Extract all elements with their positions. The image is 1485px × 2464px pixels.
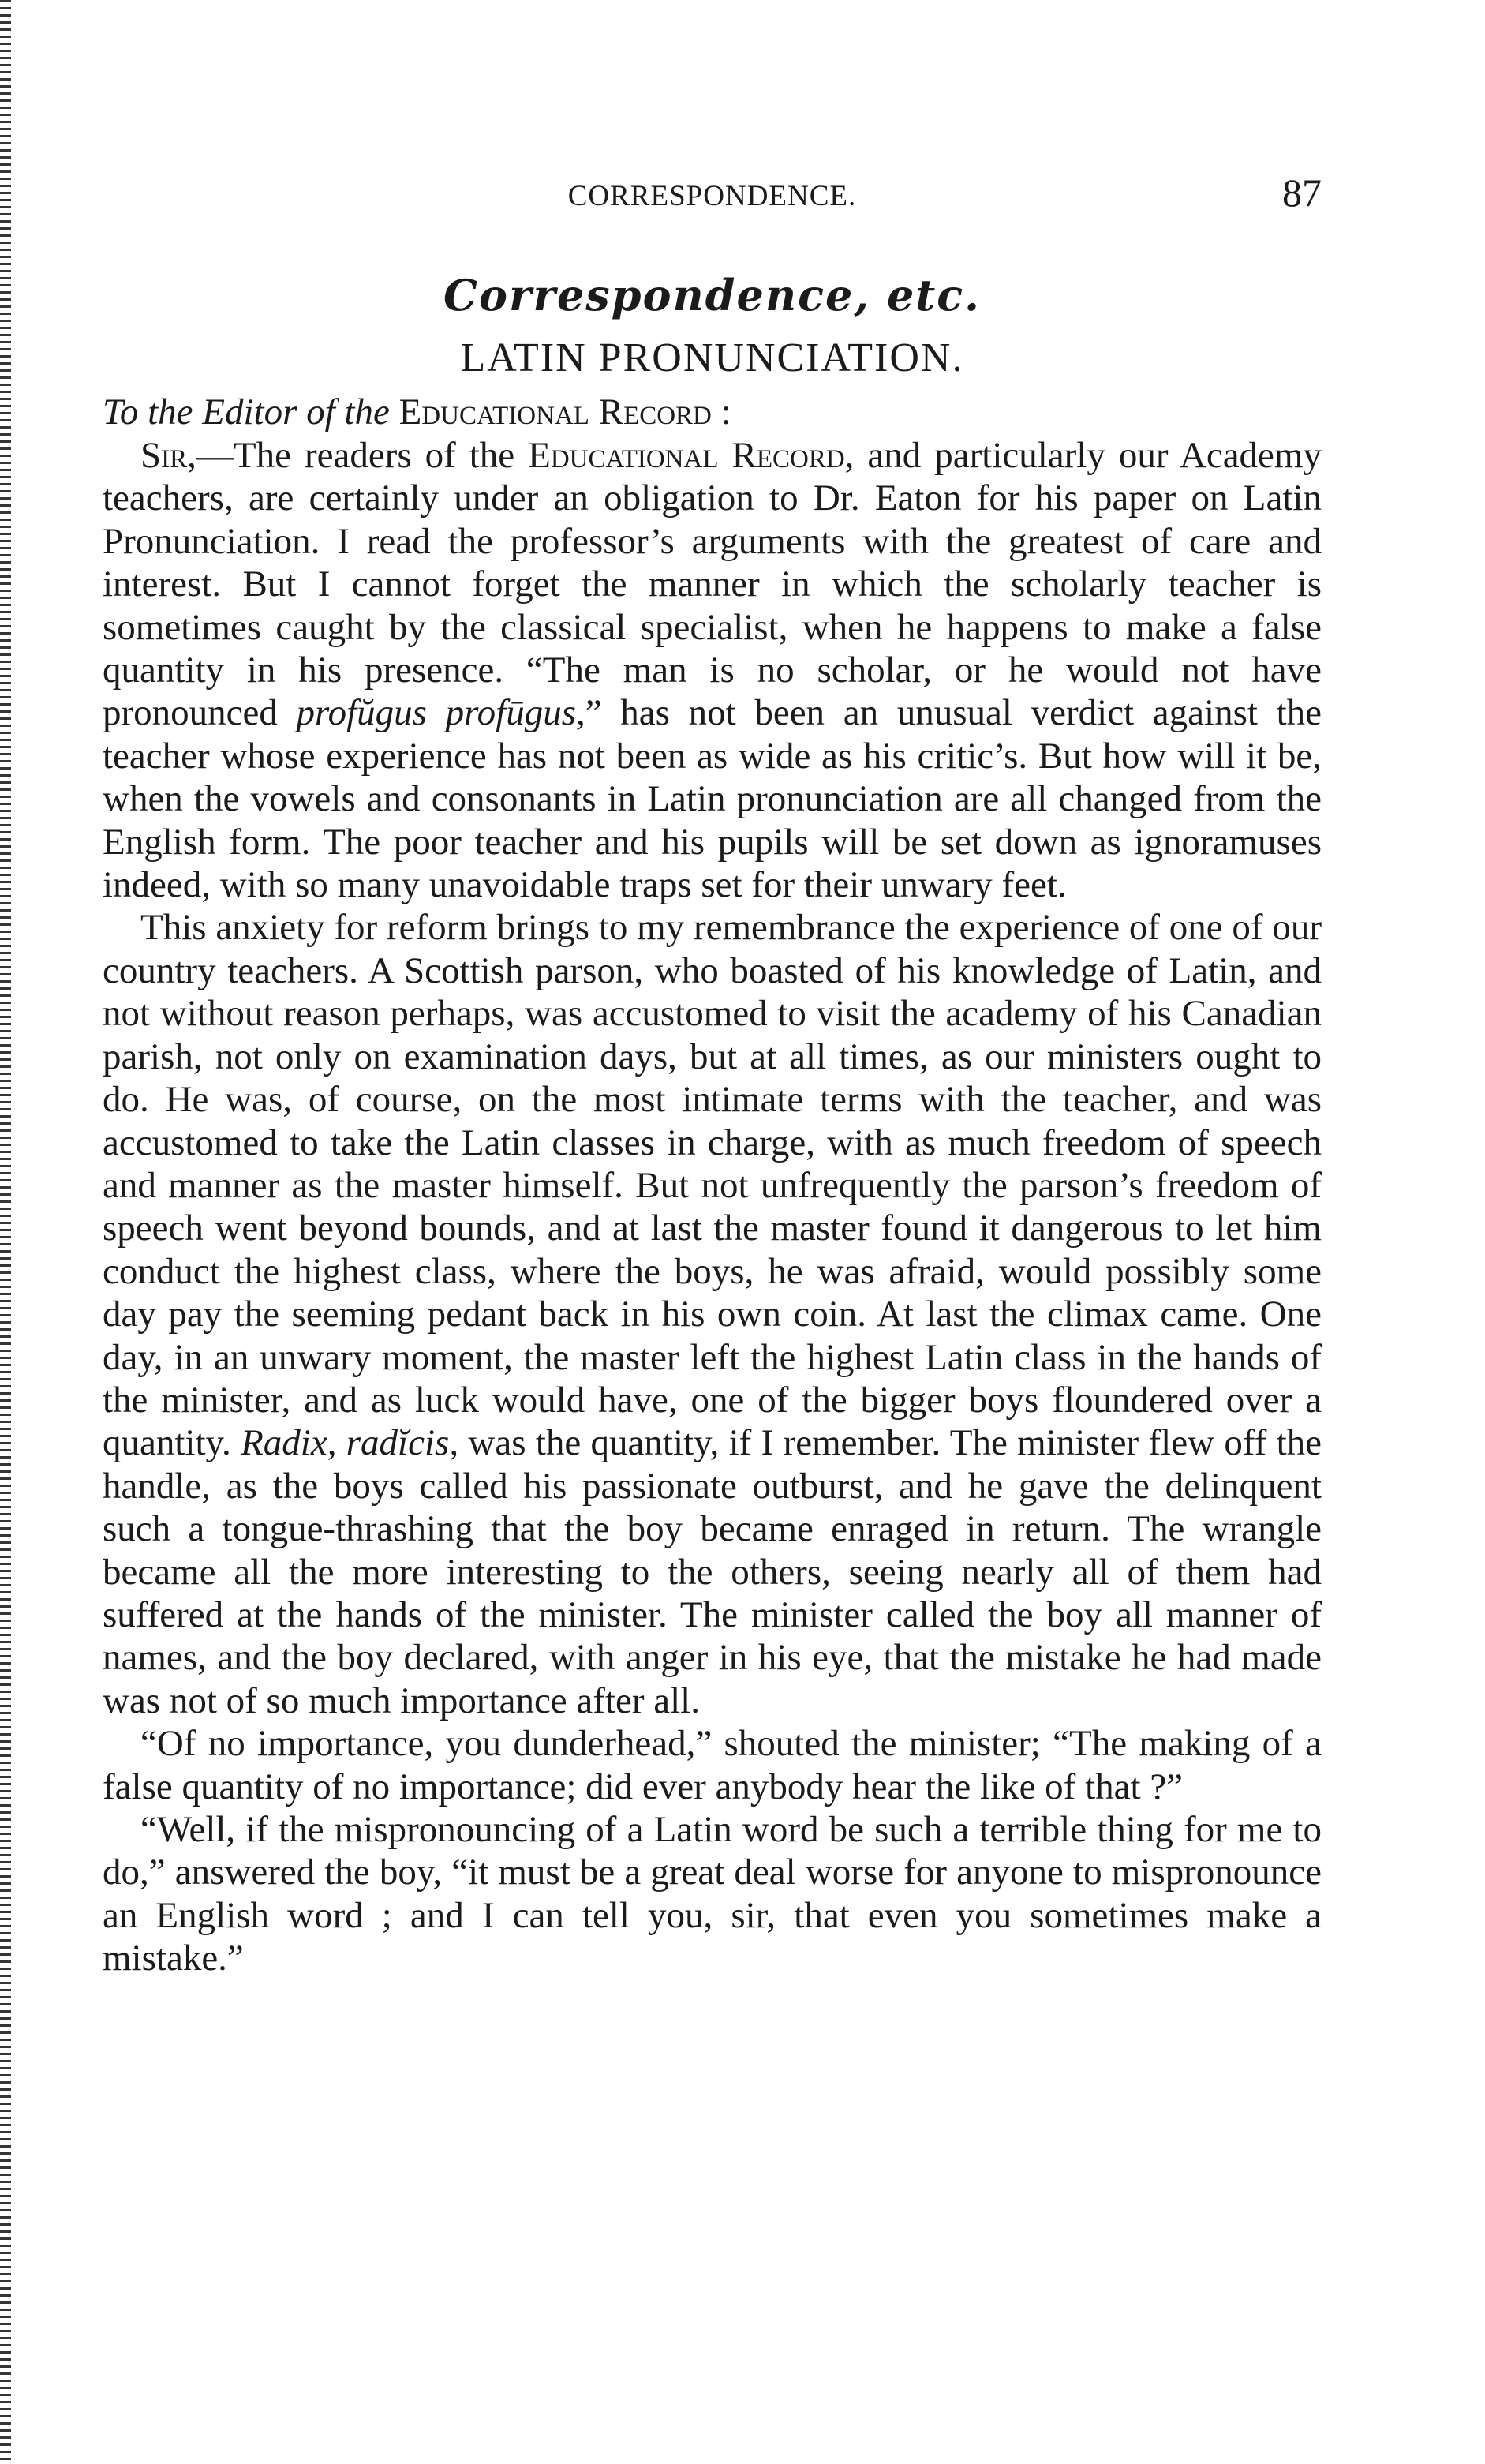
paragraph-3: “Of no importance, you dunderhead,” shouted the minister; “The making of a false quantity of no importance; did ever anybody hear the like of that ?” (103, 1723, 1322, 1807)
running-header (103, 170, 1322, 233)
opening-word: Sir, (140, 435, 196, 476)
latin-example: profŭgus profūgus, (296, 692, 585, 734)
document-page (103, 170, 1322, 1980)
salutation (103, 391, 1322, 434)
article-body (103, 434, 1322, 1980)
binding-edge-decoration (0, 0, 11, 2464)
paragraph-4: “Well, if the mispronouncing of a Latin word be such a terrible thing for me to do,” answered the boy, “it must be a great deal worse for anyone to mispronounce an English word ; and I can tell you, sir, that even you sometimes make a mistake.” (103, 1809, 1322, 1979)
article-title: LATIN PRONUNCIATION. (460, 335, 964, 380)
salutation-journal: Educational Record (398, 391, 712, 433)
section-title: Correspondence, etc. (443, 270, 981, 320)
page-number: 87 (1282, 170, 1322, 215)
salutation-lead: To the Editor of the (103, 391, 390, 433)
paragraph-1 (103, 434, 1322, 906)
salutation-tail: : (711, 391, 731, 433)
paragraph-2-text-a: This anxiety for reform brings to my remembrance the experience of one of our country teachers. A Scottish parson, who boasted of his knowledge of Latin, and not without reason perhaps, was accustomed to visit the academy of his Canadian parish, not only on examination days, but at all times, as our ministers ought to do. He was, of course, on the most intimate terms with the teacher, and was accustomed to take the Latin classes in charge, with as much freedom of speech and manner as the master himself. But not unfrequently the parson’s freedom of speech went beyond bounds, and at last the master found it dangerous to let him conduct the highest class, where the boys, he was afraid, would possibly some day pay the seeming pedant back in his own coin. At last the climax came. One day, in an unwary moment, the master left the highest Latin class in the hands of the minister, and as luck would have, one of the bigger boys floundered over a quantity. (103, 907, 1322, 1464)
paragraph-1-text-c: ” has not been an unusual verdict against the teacher whose experience has not been as wide as his critic’s. But how will it be, when the vowels and consonants in Latin pronunciation are all changed from the English form. The poor teacher and his pupils will be set down as ignoramuses indeed, with so many unavoidable traps set for their unwary feet. (103, 692, 1322, 906)
journal-name: Educational Record (528, 435, 845, 476)
paragraph-2-text-b: was the quantity, if I remember. The minister flew off the handle, as the boys called his passionate outburst, and he gave the delinquent such a tongue-thrashing that the boy became enraged in return. The wrangle became all the more interesting to the others, seeing nearly all of them had suffered at the hands of the minister. The minister called the boy all manner of names, and the boy declared, with anger in his eye, that the mistake he had made was not of so much importance after all. (103, 1422, 1322, 1721)
paragraph-1-text-a: —The readers of the (196, 435, 529, 476)
paragraph-1-text-b: , and particularly our Academy teachers, are certainly under an obligation to Dr. Eaton for his paper on Latin Pronunciation. I read the professor’s arguments with the greatest of care and interest. But I cannot forget the manner in which the scholarly teacher is sometimes caught by the classical specialist, when he happens to make a false quantity in his presence. “The man is no scholar, or he would not have pronounced (103, 435, 1322, 734)
latin-example: Radix, radĭcis, (241, 1422, 459, 1464)
running-title: CORRESPONDENCE. (567, 180, 857, 212)
paragraph-2 (103, 906, 1322, 1722)
